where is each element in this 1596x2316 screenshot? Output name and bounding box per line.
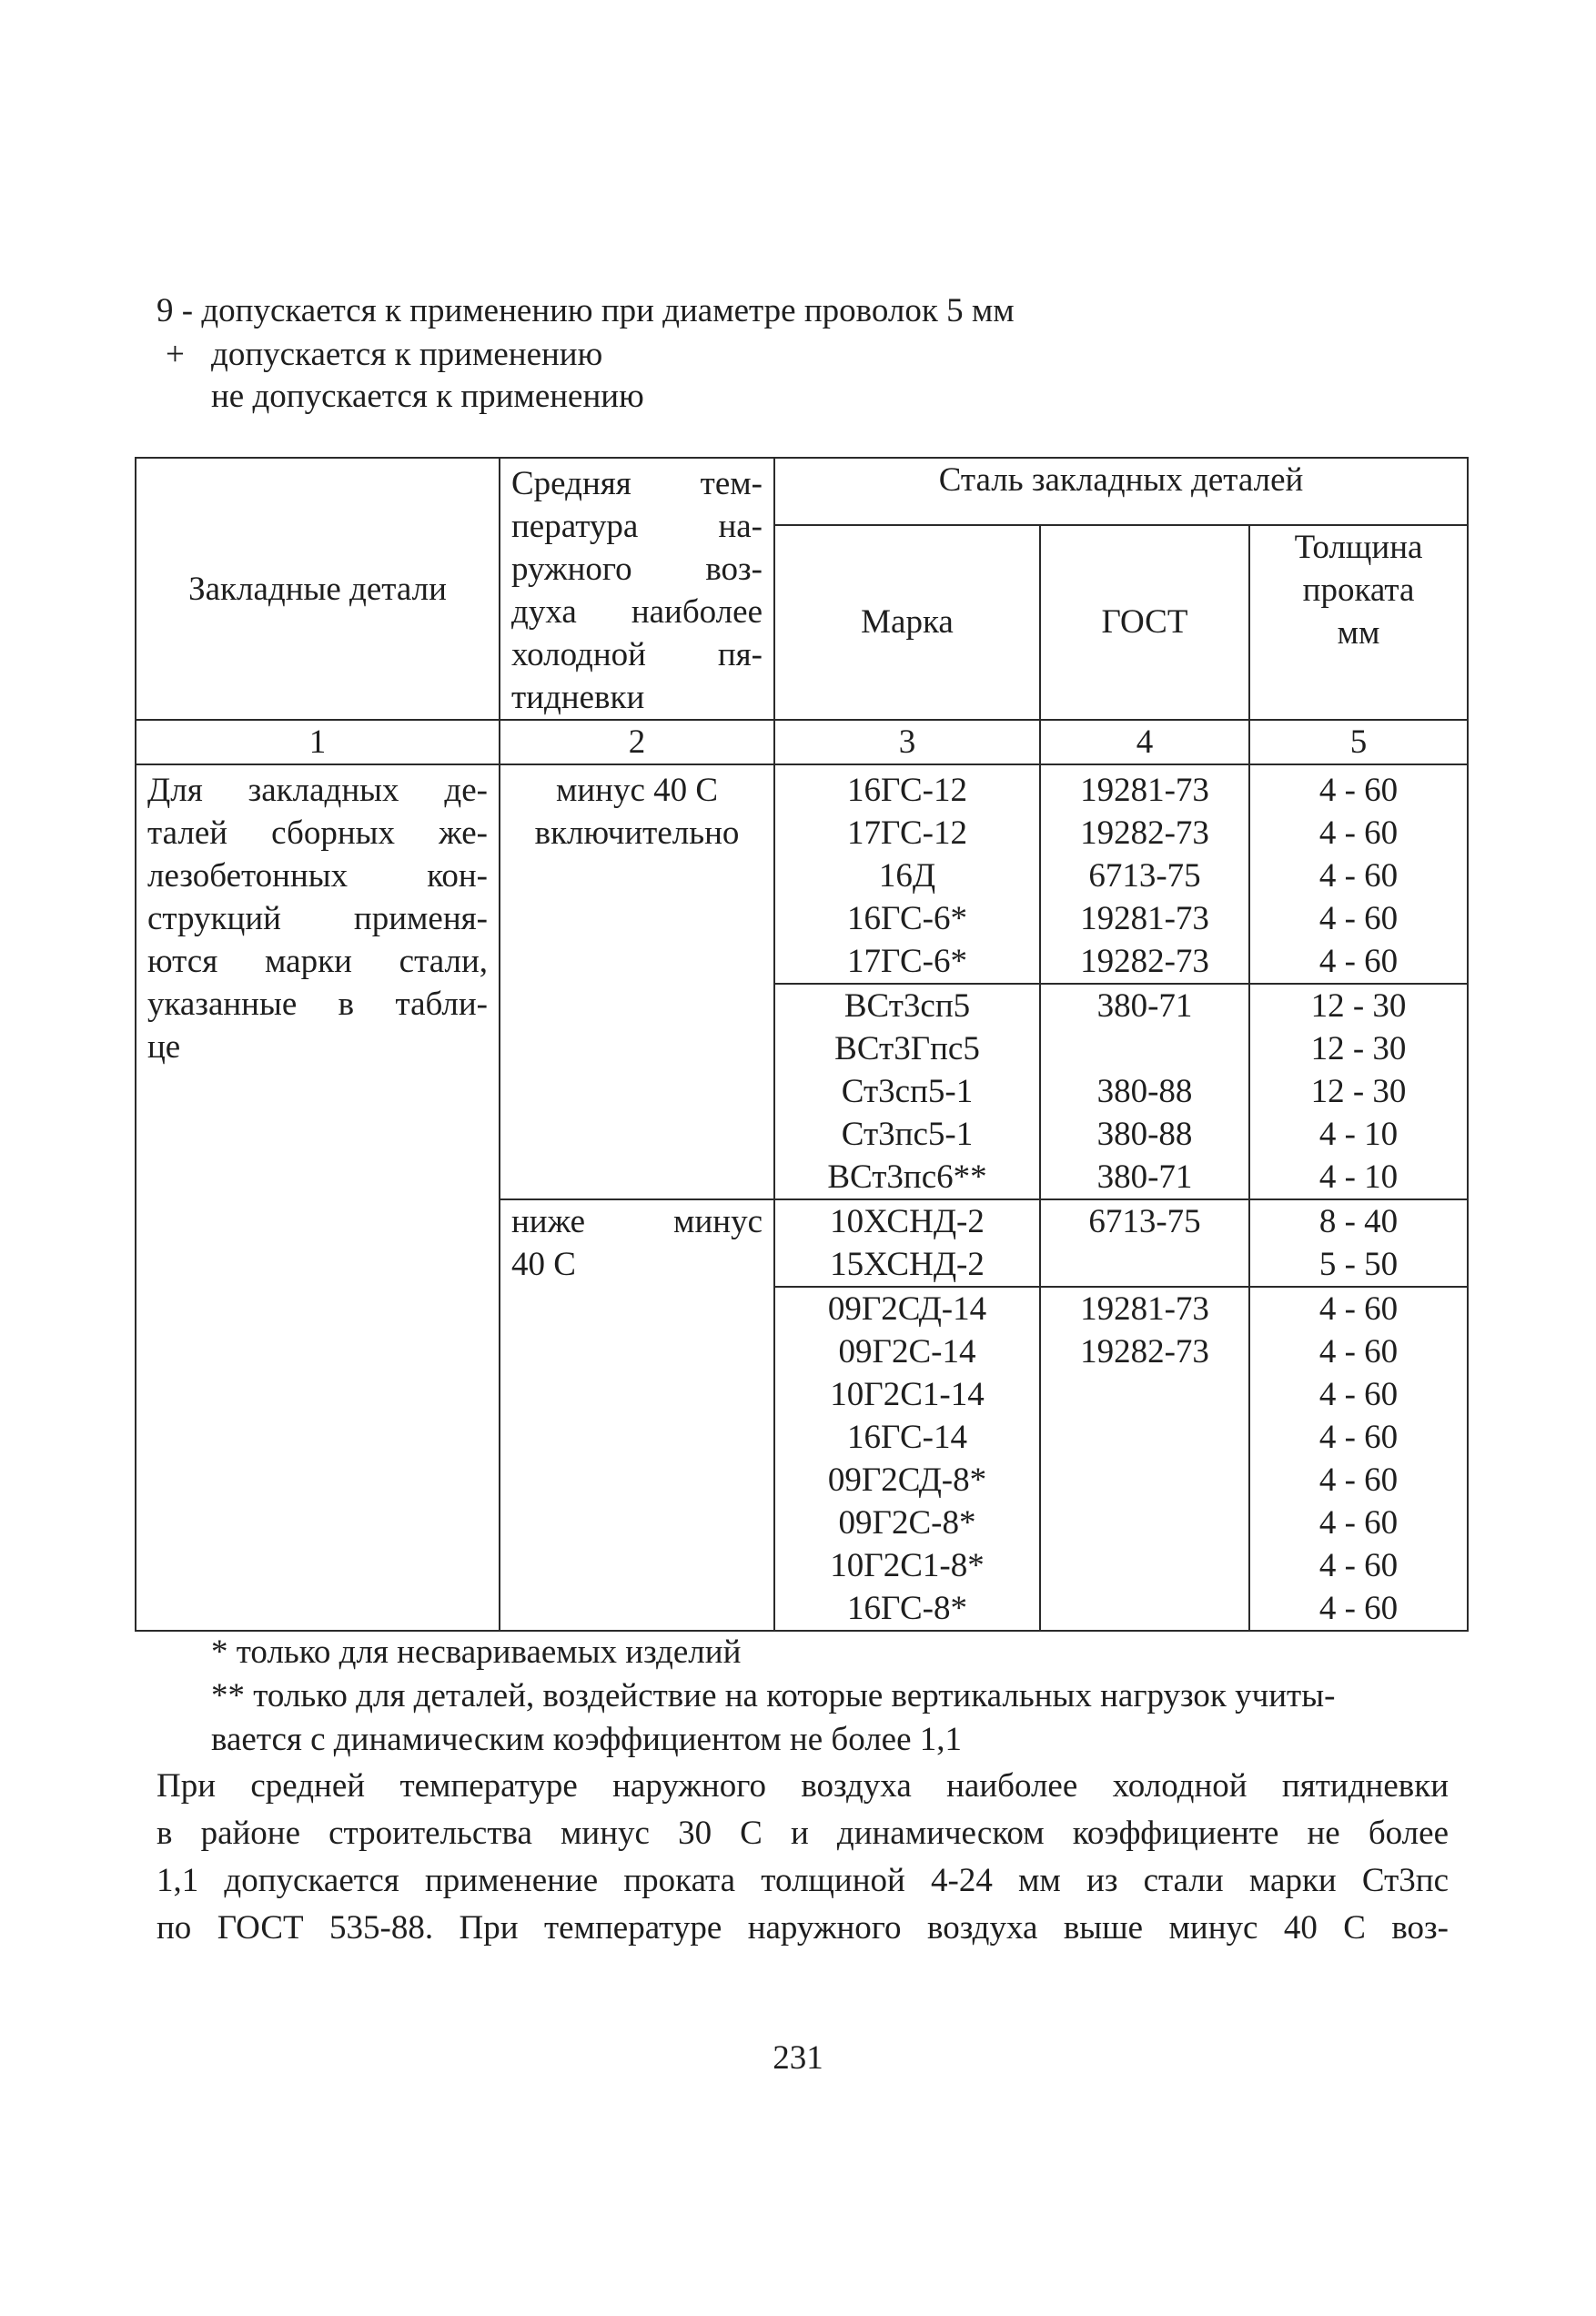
- gost-value: [1052, 1416, 1237, 1459]
- thickness-value: 4 - 60: [1318, 772, 1399, 809]
- mark-value: Ст3пс5-1: [841, 1116, 974, 1153]
- thickness-value: 4 - 60: [1318, 814, 1399, 852]
- steel-table: [135, 457, 1469, 1632]
- gost-value: [1052, 1459, 1237, 1502]
- header-embedded-parts: [136, 458, 500, 720]
- temperature-line: минус 40 С: [555, 772, 719, 809]
- mark-cell: [774, 1199, 1040, 1287]
- header-thickness: [1249, 525, 1468, 721]
- temperature-line: включительно: [534, 814, 740, 852]
- mark-value: 10Г2С1-8*: [830, 1547, 985, 1584]
- note-plus-text: допускается к применению: [211, 336, 603, 373]
- temperature-cell-2: [500, 1199, 774, 1631]
- header-temp-line: холодной пя-: [511, 636, 763, 673]
- note-plus-mark: +: [166, 336, 185, 373]
- mark-value: 09Г2С-8*: [838, 1504, 976, 1542]
- header-gost: ГОСТ: [1040, 525, 1249, 721]
- column-number: 3: [774, 720, 1040, 764]
- gost-cell: [1040, 1287, 1249, 1631]
- mark-value: ВСт3сп5: [843, 987, 971, 1025]
- description-line: указанные в табли-: [147, 986, 488, 1023]
- column-number-row: [136, 720, 1468, 764]
- mark-value: ВСт3Гпс5: [834, 1030, 980, 1067]
- table-row: [136, 764, 1468, 984]
- note-minus-text: не допускается к применению: [211, 378, 644, 415]
- thickness-value: 4 - 60: [1318, 1504, 1399, 1542]
- table-header-row: [136, 458, 1468, 525]
- note-9: 9 - допускается к применению при диаметре проволок 5 мм: [157, 292, 1015, 329]
- gost-value: 19281-73: [1080, 772, 1209, 809]
- mark-value: Ст3сп5-1: [841, 1073, 974, 1110]
- gost-value: 380-71: [1096, 1158, 1193, 1196]
- header-temp-line: тидневки: [511, 679, 645, 716]
- mark-value: 17ГС-12: [847, 814, 967, 852]
- header-temperature: [500, 458, 774, 720]
- mark-value: 16ГС-12: [847, 772, 967, 809]
- thickness-cell: [1249, 984, 1468, 1199]
- description-line: ются марки стали,: [147, 943, 488, 980]
- gost-value: 19282-73: [1080, 943, 1209, 980]
- column-number: 2: [500, 720, 774, 764]
- temperature-line: ниже минус: [511, 1203, 763, 1240]
- description-line: лезобетонных кон-: [147, 857, 488, 895]
- gost-value: [1052, 1243, 1237, 1286]
- temperature-cell-1: [500, 764, 774, 1199]
- gost-value: 6713-75: [1088, 1203, 1201, 1240]
- mark-value: 16Д: [878, 857, 936, 895]
- gost-cell: [1040, 984, 1249, 1199]
- paragraph-line: При средней температуре наружного воздуха наиболее холодной пятидневки: [157, 1767, 1449, 1805]
- gost-value: [1052, 1373, 1237, 1416]
- mark-cell: [774, 984, 1040, 1199]
- thickness-value: 4 - 60: [1318, 943, 1399, 980]
- header-thickness-line: проката: [1302, 571, 1415, 609]
- mark-value: 09Г2СД-8*: [827, 1461, 987, 1499]
- gost-value: [1052, 1027, 1237, 1070]
- gost-value: [1052, 1544, 1237, 1587]
- thickness-value: 4 - 60: [1318, 1590, 1399, 1627]
- thickness-value: 8 - 40: [1318, 1203, 1399, 1240]
- thickness-value: 4 - 60: [1318, 1461, 1399, 1499]
- gost-value: 6713-75: [1088, 857, 1201, 895]
- column-number: 1: [136, 720, 500, 764]
- mark-value: 09Г2С-14: [838, 1333, 976, 1370]
- gost-value: 19282-73: [1080, 814, 1209, 852]
- thickness-value: 4 - 60: [1318, 1290, 1399, 1328]
- thickness-cell: [1249, 1287, 1468, 1631]
- thickness-value: 12 - 30: [1310, 1030, 1407, 1067]
- gost-value: 19281-73: [1080, 1290, 1209, 1328]
- thickness-cell: [1249, 764, 1468, 984]
- gost-value: 380-88: [1096, 1073, 1193, 1110]
- column-number: 5: [1249, 720, 1468, 764]
- mark-value: 15ХСНД-2: [830, 1246, 985, 1283]
- mark-cell: [774, 1287, 1040, 1631]
- header-thickness-line: Толщина: [1294, 528, 1423, 566]
- mark-value: 17ГС-6*: [847, 943, 967, 980]
- footnote-single-star: * только для несвариваемых изделий: [211, 1633, 742, 1671]
- header-mark: Марка: [774, 525, 1040, 721]
- gost-value: 19282-73: [1080, 1333, 1209, 1370]
- description-cell: [136, 764, 500, 1631]
- column-number: 4: [1040, 720, 1249, 764]
- description-line: талей сборных же-: [147, 814, 488, 852]
- mark-value: 10Г2С1-14: [830, 1376, 985, 1413]
- page-number: 231: [773, 2039, 823, 2077]
- thickness-value: 4 - 60: [1318, 1376, 1399, 1413]
- mark-cell: [774, 764, 1040, 984]
- header-temp-line: Средняя тем-: [511, 465, 763, 502]
- paragraph-line: 1,1 допускается применение проката толщиной 4-24 мм из стали марки Ст3пс: [157, 1862, 1449, 1899]
- temperature-line: 40 С: [511, 1246, 576, 1283]
- description-line: це: [147, 1028, 181, 1066]
- header-thickness-line: мм: [1337, 613, 1380, 652]
- gost-cell: [1040, 764, 1249, 984]
- footnote-double-star: ** только для деталей, воздействие на которые вертикальных нагрузок учиты-: [211, 1677, 1336, 1714]
- gost-value: [1052, 1502, 1237, 1544]
- description-line: Для закладных де-: [147, 772, 488, 809]
- thickness-value: 4 - 10: [1318, 1158, 1399, 1196]
- thickness-value: 12 - 30: [1310, 1073, 1407, 1110]
- thickness-value: 4 - 60: [1318, 857, 1399, 895]
- thickness-value: 4 - 60: [1318, 1333, 1399, 1370]
- mark-value: ВСт3пс6**: [827, 1158, 987, 1196]
- mark-value: 16ГС-14: [847, 1419, 967, 1456]
- header-temp-line: пература на-: [511, 508, 763, 545]
- header-embedded-parts-label: Закладные детали: [188, 570, 447, 608]
- thickness-value: 12 - 30: [1310, 987, 1407, 1025]
- mark-value: 09Г2СД-14: [827, 1290, 987, 1328]
- gost-cell: [1040, 1199, 1249, 1287]
- header-steel-group: Сталь закладных деталей: [774, 458, 1468, 525]
- thickness-value: 4 - 60: [1318, 1419, 1399, 1456]
- gost-value: 380-88: [1096, 1116, 1193, 1153]
- thickness-cell: [1249, 1199, 1468, 1287]
- thickness-value: 4 - 10: [1318, 1116, 1399, 1153]
- gost-value: [1052, 1587, 1237, 1630]
- mark-value: 10ХСНД-2: [830, 1203, 985, 1240]
- description-line: струкций применя-: [147, 900, 488, 937]
- thickness-value: 5 - 50: [1318, 1246, 1399, 1283]
- gost-value: 19281-73: [1080, 900, 1209, 937]
- paragraph-line: в районе строительства минус 30 С и динамическом коэффициенте не более: [157, 1815, 1449, 1852]
- paragraph-line: по ГОСТ 535-88. При температуре наружного воздуха выше минус 40 С воз-: [157, 1909, 1449, 1947]
- header-temp-line: ружного воз-: [511, 551, 763, 588]
- mark-value: 16ГС-8*: [847, 1590, 967, 1627]
- mark-value: 16ГС-6*: [847, 900, 967, 937]
- footnote-double-star-continued: вается с динамическим коэффициентом не более 1,1: [211, 1721, 963, 1758]
- thickness-value: 4 - 60: [1318, 1547, 1399, 1584]
- header-temp-line: духа наиболее: [511, 593, 763, 631]
- thickness-value: 4 - 60: [1318, 900, 1399, 937]
- gost-value: 380-71: [1096, 987, 1193, 1025]
